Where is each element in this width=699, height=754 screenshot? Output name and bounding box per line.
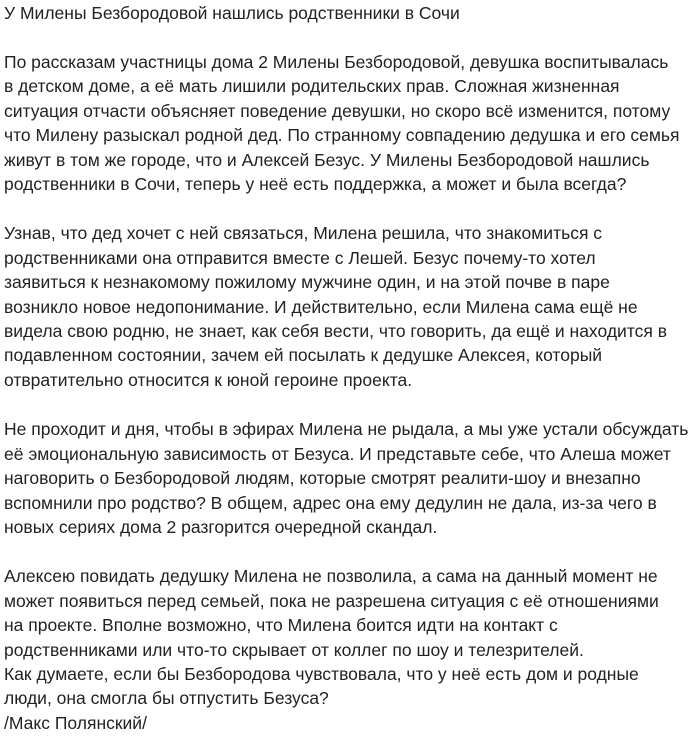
paragraph-line: Узнав, что дед хочет с ней связаться, Милена решила, что знакомиться с: [4, 223, 603, 244]
paragraph-line: родственниками или что-то скрывает от коллег по шоу и телезрителей.: [4, 639, 584, 660]
paragraph-line: подавленном состоянии, зачем ей посылать к дедушке Алексея, который: [4, 345, 603, 366]
article-paragraph: [4, 564, 696, 710]
article-paragraph: [4, 417, 696, 539]
paragraph-line: вспомнили про родство? В общем, адрес она ему дедулин не дала, из-за чего в: [4, 492, 657, 513]
paragraph-line: что Милену разыскал родной дед. По странному совпадению дедушка и его семья: [4, 125, 680, 146]
paragraph-line: ситуация отчасти объясняет поведение девушки, но скоро всё изменится, потому: [4, 100, 671, 121]
paragraph-line: родственники в Сочи, теперь у неё есть поддержка, а может и была всегда?: [4, 174, 627, 195]
article: [4, 0, 696, 735]
paragraph-line: на проекте. Вполне возможно, что Милена боится идти на контакт с: [4, 615, 558, 636]
article-paragraph: [4, 221, 696, 392]
paragraph-line: отвратительно относится к юной героине проекта.: [4, 369, 413, 390]
paragraph-line: возникло новое недопонимание. И действительно, если Милена сама ещё не: [4, 296, 638, 317]
paragraph-line: Алексею повидать дедушку Милена не позволила, а сама на данный момент не: [4, 566, 658, 587]
paragraph-line: родственниками она отправится вместе с Лешей. Безус почему-то хотел: [4, 247, 596, 268]
paragraph-line: её эмоциональную зависимость от Безуса. И представьте себе, что Алеша может: [4, 443, 671, 464]
paragraph-line: люди, она смогла бы отпустить Безуса?: [4, 688, 329, 709]
paragraph-line: Не проходит и дня, чтобы в эфирах Милена не рыдала, а мы уже устали обсуждать: [4, 419, 689, 440]
paragraph-line: заявиться к незнакомому пожилому мужчине один, и на этой почве в паре: [4, 272, 610, 293]
paragraph-line: в детском доме, а её мать лишили родительских прав. Сложная жизненная: [4, 76, 620, 97]
article-title: У Милены Безбородовой нашлись родственники в Сочи: [4, 3, 460, 23]
article-paragraph: [4, 50, 696, 196]
paragraph-line: видела свою родню, не знает, как себя вести, что говорить, да ещё и находится в: [4, 321, 668, 342]
paragraph-line: По рассказам участницы дома 2 Милены Безбородовой, девушка воспитывалась: [4, 52, 669, 72]
paragraph-line: новых сериях дома 2 разгорится очередной скандал.: [4, 516, 438, 537]
author-signature: /Макс Полянский/: [4, 712, 147, 733]
paragraph-line: Как думаете, если бы Безбородова чувствовала, что у неё есть дом и родные: [4, 663, 639, 684]
paragraph-line: живут в том же городе, что и Алексей Безус. У Милены Безбородовой нашлись: [4, 149, 650, 170]
paragraph-line: может появиться перед семьей, пока не разрешена ситуация с её отношениями: [4, 590, 659, 611]
paragraph-line: наговорить о Безбородовой людям, которые смотрят реалити-шоу и внезапно: [4, 468, 641, 489]
